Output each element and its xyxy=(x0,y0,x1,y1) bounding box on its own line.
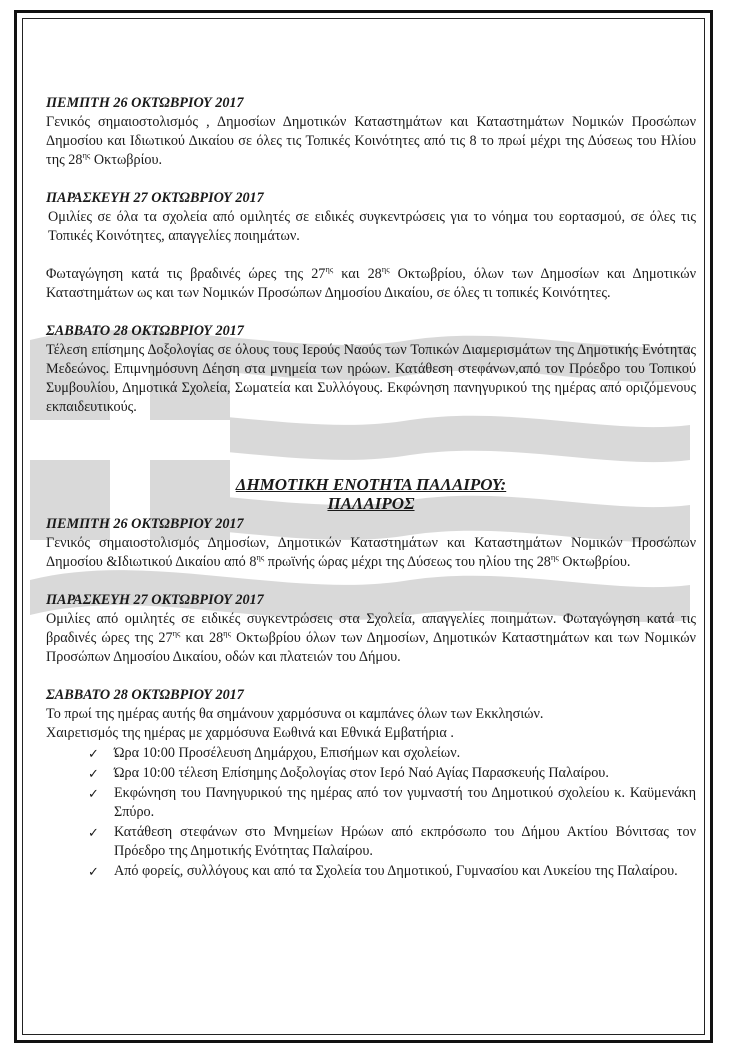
schedule-friday xyxy=(46,189,696,303)
day-heading: ΣΑΒΒΑΤΟ 28 ΟΚΤΩΒΡΙΟΥ 2017 xyxy=(46,323,244,339)
list-item: ✓ Από φορείς, συλλόγους και από τα Σχολεία του Δημοτικού, Γυμνασίου και Λυκείου της Παλαίρου. xyxy=(88,863,678,879)
paragraph: Χαιρετισμός της ημέρας με χαρμόσυνα Εωθινά και Εθνικά Εμβατήρια . xyxy=(46,725,454,741)
list-item: ✓ Εκφώνηση του Πανηγυρικού της ημέρας από τον γυμναστή του Δημοτικού σχολείου κ. Καϋμενάκη Σπύρο. xyxy=(88,785,696,820)
list-item: ✓ Ώρα 10:00 τέλεση Επίσημης Δοξολογίας στον Ιερό Ναό Αγίας Παρασκευής Παλαίρου. xyxy=(88,765,609,781)
paragraph: Το πρωί της ημέρας αυτής θα σημάνουν χαρμόσυνα οι καμπάνες όλων των Εκκλησιών. xyxy=(46,706,544,722)
palairos-thursday xyxy=(46,515,696,572)
paragraph: Φωταγώγηση κατά τις βραδινές ώρες της $27^{\eta\varsigma}$ και $28^{\eta\varsigma}$ Οκτωβρίου, όλων των Δημοσίων και Δημοτικών Καταστημάτων ως και των Νομικών Προσώπων Δημοσίου Δικαίου, σε όλες τι τοπικές Κοινότητες. xyxy=(46,264,696,301)
section-title: ΔΗΜΟΤΙΚΗ ΕΝΟΤΗΤΑ ΠΑΛΑΙΡΟΥ: ΠΑΛΑΙΡΟΣ xyxy=(235,475,507,513)
day-heading: ΠΑΡΑΣΚΕΥΗ 27 ΟΚΤΩΒΡΙΟΥ 2017 xyxy=(46,592,264,608)
day-heading: ΠΕΜΠΤΗ 26 ΟΚΤΩΒΡΙΟΥ 2017 xyxy=(46,95,244,111)
checkmark-icon: ✓ xyxy=(88,786,99,801)
checkmark-icon: ✓ xyxy=(88,825,99,840)
list-item: ✓ Κατάθεση στεφάνων στο Μνημείων Ηρώων από εκπρόσωπο του Δήμου Ακτίου Βόνιτσας τον Πρόεδρο της Δημοτικής Ενότητας Παλαίρου. xyxy=(88,824,696,859)
palairos-saturday xyxy=(46,686,696,881)
paragraph: Γενικός σημαιοστολισμός Δημοσίων, Δημοτικών Καταστημάτων και Καταστημάτων Νομικών Προσώπων Δημοσίου &Ιδιωτικού Δικαίου από $8^{\eta\varsigma}$ πρωϊνής ώρας μέχρι της Δύσεως του ηλίου της $28^{\eta\varsigma}$ Οκτωβρίου. xyxy=(46,535,696,570)
schedule-thursday xyxy=(46,94,696,170)
palairos-friday xyxy=(46,591,696,667)
checkmark-icon: ✓ xyxy=(88,746,99,761)
day-heading: ΣΑΒΒΑΤΟ 28 ΟΚΤΩΒΡΙΟΥ 2017 xyxy=(46,687,244,703)
paragraph: Ομιλίες από ομιλητές σε ειδικές συγκεντρώσεις στα Σχολεία, απαγγελίες ποιημάτων. Φωταγώγηση κατά τις βραδινές ώρες της $27^{\eta\varsigma}$ και $28^{\eta\varsigma}$ Οκτωβρίου όλων των Δημοσίων, Δημοτικών Καταστημάτων και των Νομικών Προσώπων Δημοσίου Δικαίου, οδών και πλατειών του Δήμου. xyxy=(46,611,696,665)
day-heading: ΠΑΡΑΣΚΕΥΗ 27 ΟΚΤΩΒΡΙΟΥ 2017 xyxy=(46,190,264,206)
paragraph: Ομιλίες σε όλα τα σχολεία από ομιλητές σε ειδικές συγκεντρώσεις για το νόημα του εορτασμού, σε όλες τις Τοπικές Κοινότητες, απαγγελίες ποιημάτων. xyxy=(48,209,696,244)
list-item: ✓ Ώρα 10:00 Προσέλευση Δημάρχου, Επισήμων και σχολείων. xyxy=(88,745,461,761)
checkmark-icon: ✓ xyxy=(88,766,99,781)
day-heading: ΠΕΜΠΤΗ 26 ΟΚΤΩΒΡΙΟΥ 2017 xyxy=(46,516,244,532)
document-body xyxy=(46,94,696,882)
paragraph: Τέλεση επίσημης Δοξολογίας σε όλους τους Ιερούς Ναούς των Τοπικών Διαμερισμάτων της Δημοτικής Ενότητας Μεδεώνος. Επιμνημόσυνη Δέηση στα μνημεία των ηρώων. Κατάθεση στεφάνων,από τον Πρόεδρο του Τοπικού Συμβουλίου, Δημοτικά Σχολεία, Σωματεία και Συλλόγους. Εκφώνηση πανηγυρικού της ημέρας από οριζόμενους εκπαιδευτικούς. xyxy=(46,342,696,415)
event-list xyxy=(46,744,696,881)
paragraph: Γενικός σημαιοστολισμός , Δημοσίων Δημοτικών Καταστημάτων και Καταστημάτων Νομικών Προσώπων Δημοσίου και Ιδιωτικού Δικαίου σε όλες τις Τοπικές Κοινότητες από τις 8 το πρωί μέχρι της Δύσεως του Ηλίου της $28^{\eta\varsigma}$ Οκτωβρίου. xyxy=(46,114,696,168)
schedule-saturday xyxy=(46,322,696,417)
checkmark-icon: ✓ xyxy=(88,864,99,879)
